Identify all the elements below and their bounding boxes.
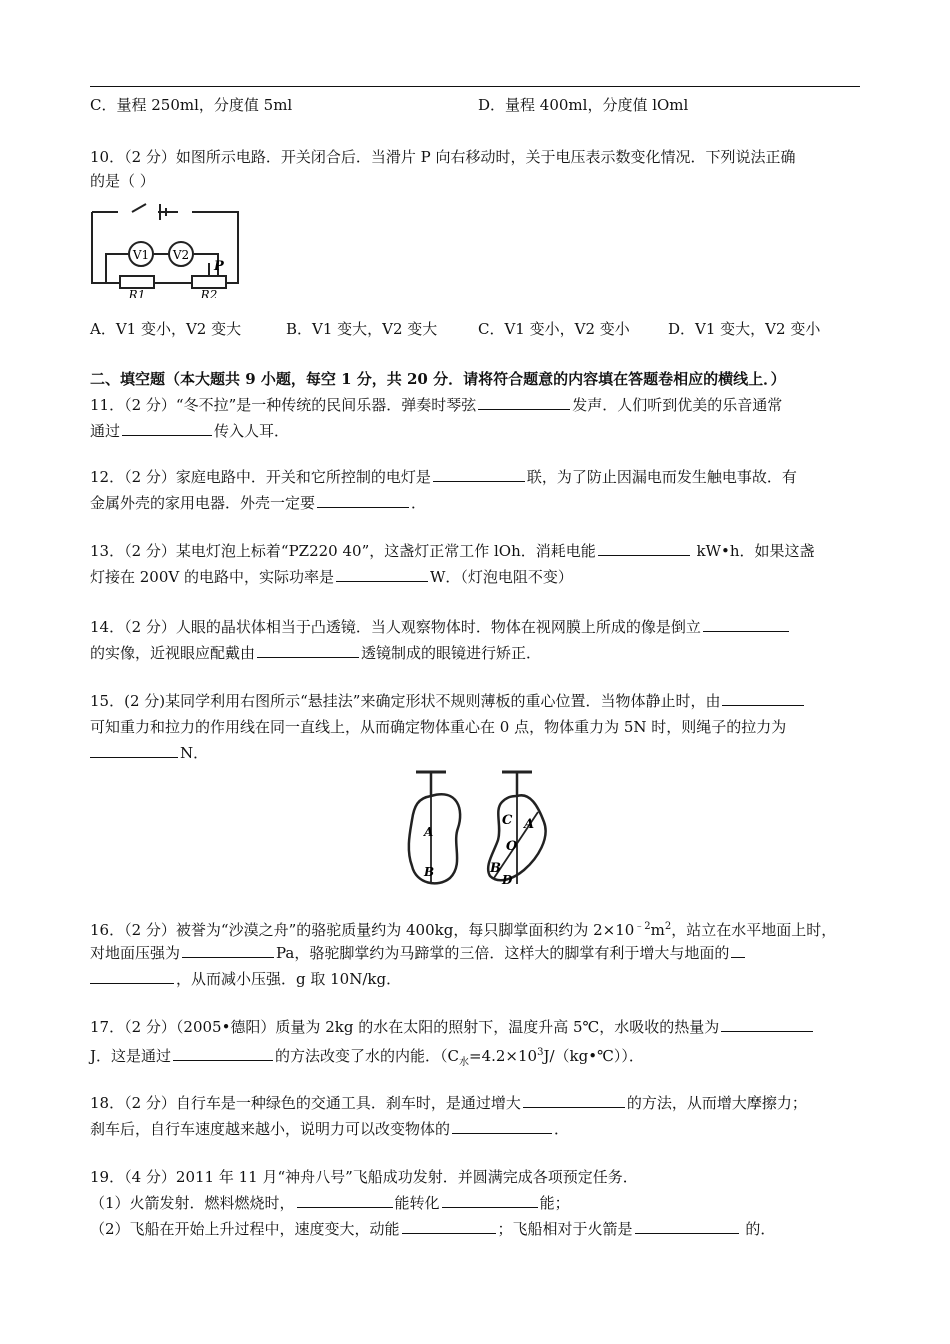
q16-line2 <box>90 942 747 964</box>
q12-text-d: ． <box>411 494 427 512</box>
q16-line1 <box>90 916 836 941</box>
q19-text-p1b: 能转化 <box>394 1194 440 1212</box>
q10-fig-r2-label: R2 <box>200 288 218 298</box>
q19-blank-4[interactable] <box>635 1219 739 1234</box>
q11-blank-1[interactable] <box>478 395 570 410</box>
q10-circuit-figure <box>88 198 243 298</box>
q16-text-a1: 16．（2 分）被誉为“沙漠之舟”的骆驼质量约为 400kg，每只脚掌面积约为 2×10 <box>90 921 635 939</box>
q15-line3 <box>90 742 208 764</box>
q15-fig-a2-label: A <box>524 817 535 832</box>
q15-blank-2[interactable] <box>90 743 178 758</box>
q18-blank-2[interactable] <box>452 1119 552 1134</box>
q18-line2 <box>90 1118 569 1140</box>
q14-text-c: 的实像，近视眼应配戴由 <box>90 644 256 662</box>
q17-sup-3: 3 <box>537 1047 544 1058</box>
q13-blank-1[interactable] <box>598 541 690 556</box>
q19-text-p1a: （1）火箭发射．燃料燃烧时， <box>90 1194 295 1212</box>
q12-text-a: 12．（2 分）家庭电路中．开关和它所控制的电灯是 <box>90 468 431 486</box>
q16-text-a3: ，站立在水平地面上时， <box>671 921 837 939</box>
q9-option-d: D．量程 400ml，分度值 lOml <box>478 96 689 114</box>
q12-text-c: 金属外壳的家用电器．外壳一定要 <box>90 494 316 512</box>
q12-line2 <box>90 492 426 514</box>
q17-text-c3: J/（kg•℃））． <box>543 1047 644 1065</box>
q14-text-d: 透镜制成的眼镜进行矫正． <box>361 644 542 662</box>
section2-title: 二、填空题（本大题共 9 小题，每空 1 分，共 20 分．请将符合题意的内容填在答题卷相应的横线上．） <box>90 370 786 388</box>
q15-text-c: N． <box>180 744 209 762</box>
q16-text-a2: m <box>650 921 665 939</box>
q11-text-a: 11．（2 分）“冬不拉”是一种传统的民间乐器．弹奏时琴弦 <box>90 396 477 414</box>
q17-text-c2: =4.2×10 <box>469 1047 538 1065</box>
q14-blank-2[interactable] <box>257 643 359 658</box>
q19-text-p2a: （2）飞船在开始上升过程中，速度变大，动能 <box>90 1220 400 1238</box>
q15-fig-a1-label: A <box>424 825 434 839</box>
q12-line1 <box>90 466 797 488</box>
q16-text-b2: Pa，骆驼脚掌约为马蹄掌的三倍．这样大的脚掌有利于增大与地面的 <box>276 944 730 962</box>
q15-suspension-figure <box>398 766 558 891</box>
q15-text-a: 15．(2 分)某同学利用右图所示“悬挂法”来确定形状不规则薄板的重心位置．当物体静止时，由 <box>90 692 721 710</box>
q19-blank-2[interactable] <box>442 1193 538 1208</box>
q15-line2 <box>90 716 786 738</box>
q13-text-a: 13．（2 分）某电灯泡上标着“PZ220 40”，这盏灯正常工作 lOh．消耗电能 <box>90 542 596 560</box>
q19-part2 <box>90 1218 775 1240</box>
q19-text-p2c: 的． <box>745 1220 776 1238</box>
q10-fig-v1-label: V1 <box>132 248 150 262</box>
top-rule <box>90 86 860 87</box>
q15-fig-c2-label: C <box>502 813 513 828</box>
q10-option-c: C．V1 变小，V2 变小 <box>478 320 630 338</box>
q17-text-a: 17．（2 分）（2005•德阳）质量为 2kg 的水在太阳的照射下，温度升高 5℃，水吸收的热量为 <box>90 1018 720 1036</box>
q16-sup-sq: 2 <box>664 921 672 932</box>
q17-text-c1: 的方法改变了水的内能．（C <box>275 1047 459 1065</box>
q13-text-b: kW•h．如果这盏 <box>696 542 815 560</box>
q16-line3 <box>90 968 401 990</box>
q14-blank-1[interactable] <box>703 617 789 632</box>
q16-blank-2b[interactable] <box>90 969 174 984</box>
q15-fig-d2-label: D <box>502 873 513 887</box>
q14-line1 <box>90 616 791 638</box>
q19-text-p1c: 能； <box>539 1194 570 1212</box>
q15-fig-o2-label: O <box>506 839 518 854</box>
q15-fig-b1-label: B <box>424 865 435 879</box>
q13-text-c: 灯接在 200V 的电路中，实际功率是 <box>90 568 335 586</box>
q11-blank-2[interactable] <box>122 421 212 436</box>
q16-sup-exp: ﹣2 <box>634 921 651 932</box>
q17-blank-1[interactable] <box>721 1017 813 1032</box>
q10-option-b: B．V1 变大，V2 变大 <box>286 320 438 338</box>
q10-fig-p-label: P <box>214 259 224 274</box>
q17-line1 <box>90 1016 815 1038</box>
q17-blank-2[interactable] <box>173 1046 273 1061</box>
q19-blank-3[interactable] <box>402 1219 496 1234</box>
q14-text-a: 14．（2 分）人眼的晶状体相当于凸透镜．当人观察物体时．物体在视网膜上所成的像是倒立 <box>90 618 701 636</box>
q18-text-b: 的方法，从而增大摩擦力； <box>626 1094 807 1112</box>
q19-stem: 19．（4 分）2011 年 11 月“神舟八号”飞船成功发射．并圆满完成各项预定任务． <box>90 1168 638 1186</box>
q10-fig-v2-label: V2 <box>172 248 190 262</box>
q13-line1 <box>90 540 815 562</box>
q19-part1 <box>90 1192 570 1214</box>
q13-text-d: W．（灯泡电阻不变） <box>430 568 573 586</box>
q11-line1 <box>90 394 782 416</box>
q18-text-d: ． <box>554 1120 570 1138</box>
q17-line2 <box>90 1042 644 1074</box>
q10-stem-line1: 10．（2 分）如图所示电路．开关闭合后．当滑片 P 向右移动时，关于电压表示数变化情况．下列说法正确 <box>90 148 796 166</box>
q9-option-c: C．量程 250ml，分度值 5ml <box>90 96 293 114</box>
q18-text-c: 刹车后，自行车速度越来越小，说明力可以改变物体的 <box>90 1120 451 1138</box>
q18-text-a: 18．（2 分）自行车是一种绿色的交通工具．刹车时，是通过增大 <box>90 1094 521 1112</box>
q12-blank-1[interactable] <box>433 467 525 482</box>
q19-blank-1[interactable] <box>297 1193 393 1208</box>
q16-text-b: 对地面压强为 <box>90 944 181 962</box>
q10-option-a: A．V1 变小，V2 变大 <box>90 320 242 338</box>
q11-text-d: 传入人耳． <box>214 422 290 440</box>
q10-fig-r1-label: R1 <box>128 288 146 298</box>
q18-line1 <box>90 1092 807 1114</box>
q15-text-b: 可知重力和拉力的作用线在同一直线上，从而确定物体重心在 0 点，物体重力为 5N 时，则绳子的拉力为 <box>90 718 787 736</box>
q11-text-c: 通过 <box>90 422 121 440</box>
q16-text-c: ，从而减小压强．g 取 10N/kg． <box>176 970 402 988</box>
q11-text-b: 发声．人们听到优美的乐音通常 <box>572 396 783 414</box>
q15-blank-1[interactable] <box>722 691 804 706</box>
q12-text-b: 联，为了防止因漏电而发生触电事故．有 <box>526 468 797 486</box>
q16-blank-1[interactable] <box>182 943 274 958</box>
q17-sub-water: 水 <box>459 1057 469 1068</box>
q10-option-d: D．V1 变大，V2 变小 <box>668 320 821 338</box>
q12-blank-2[interactable] <box>317 493 409 508</box>
q14-line2 <box>90 642 541 664</box>
q13-line2 <box>90 566 573 588</box>
q11-line2 <box>90 420 289 442</box>
q17-text-b: J．这是通过 <box>90 1047 172 1065</box>
q13-blank-2[interactable] <box>336 567 428 582</box>
q16-blank-2a[interactable] <box>731 943 745 958</box>
q19-text-p2b: ；飞船相对于火箭是 <box>497 1220 633 1238</box>
q15-line1 <box>90 690 806 712</box>
q10-stem-line2: 的是（ ） <box>90 172 155 190</box>
q15-fig-b2-label: B <box>490 861 501 876</box>
q18-blank-1[interactable] <box>523 1093 625 1108</box>
